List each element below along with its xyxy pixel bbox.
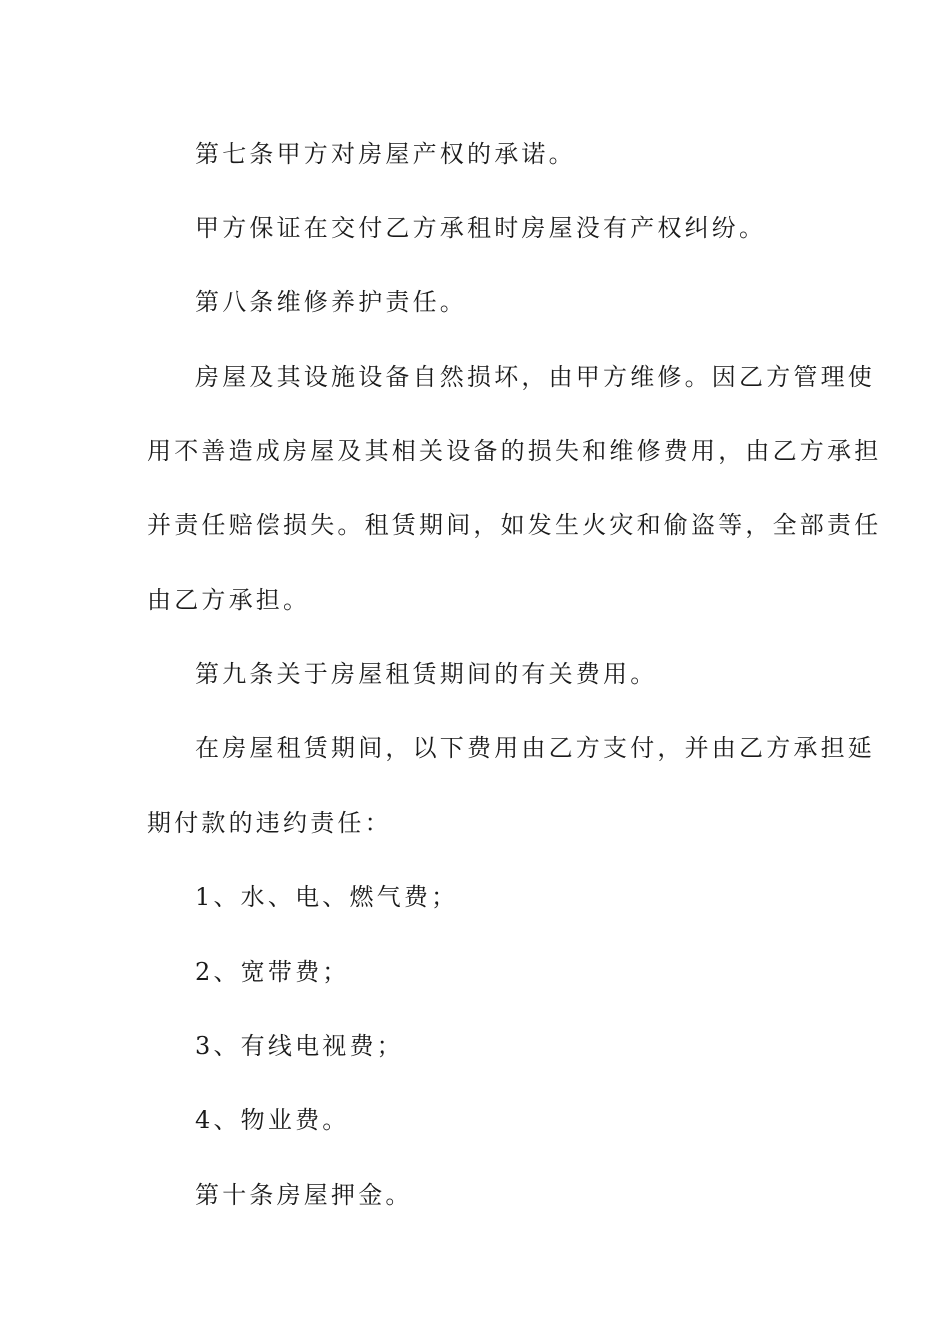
- article-9-heading: 第九条关于房屋租赁期间的有关费用。: [195, 660, 658, 688]
- article-8-body-line-1: 房屋及其设施设备自然损坏，由甲方维修。因乙方管理使: [195, 363, 875, 391]
- fee-list-item: 1、水、电、燃气费；: [195, 883, 459, 911]
- article-8-heading: 第八条维修养护责任。: [195, 288, 467, 316]
- article-9-body-line-2: 期付款的违约责任：: [147, 809, 392, 837]
- article-8-body-line-3: 并责任赔偿损失。租赁期间，如发生火灾和偷盗等，全部责任: [147, 511, 882, 539]
- fee-list-item: 3、有线电视费；: [195, 1032, 404, 1060]
- fee-list-item: 2、宽带费；: [195, 958, 350, 986]
- article-8-body-line-2: 用不善造成房屋及其相关设备的损失和维修费用，由乙方承担: [147, 437, 882, 465]
- article-9-body-line-1: 在房屋租赁期间，以下费用由乙方支付，并由乙方承担延: [195, 734, 875, 762]
- article-7-heading: 第七条甲方对房屋产权的承诺。: [195, 140, 576, 168]
- article-10-heading: 第十条房屋押金。: [195, 1181, 413, 1209]
- fee-list-item: 4、物业费。: [195, 1106, 350, 1134]
- article-8-body-line-4: 由乙方承担。: [147, 586, 311, 614]
- article-7-body: 甲方保证在交付乙方承租时房屋没有产权纠纷。: [195, 214, 767, 242]
